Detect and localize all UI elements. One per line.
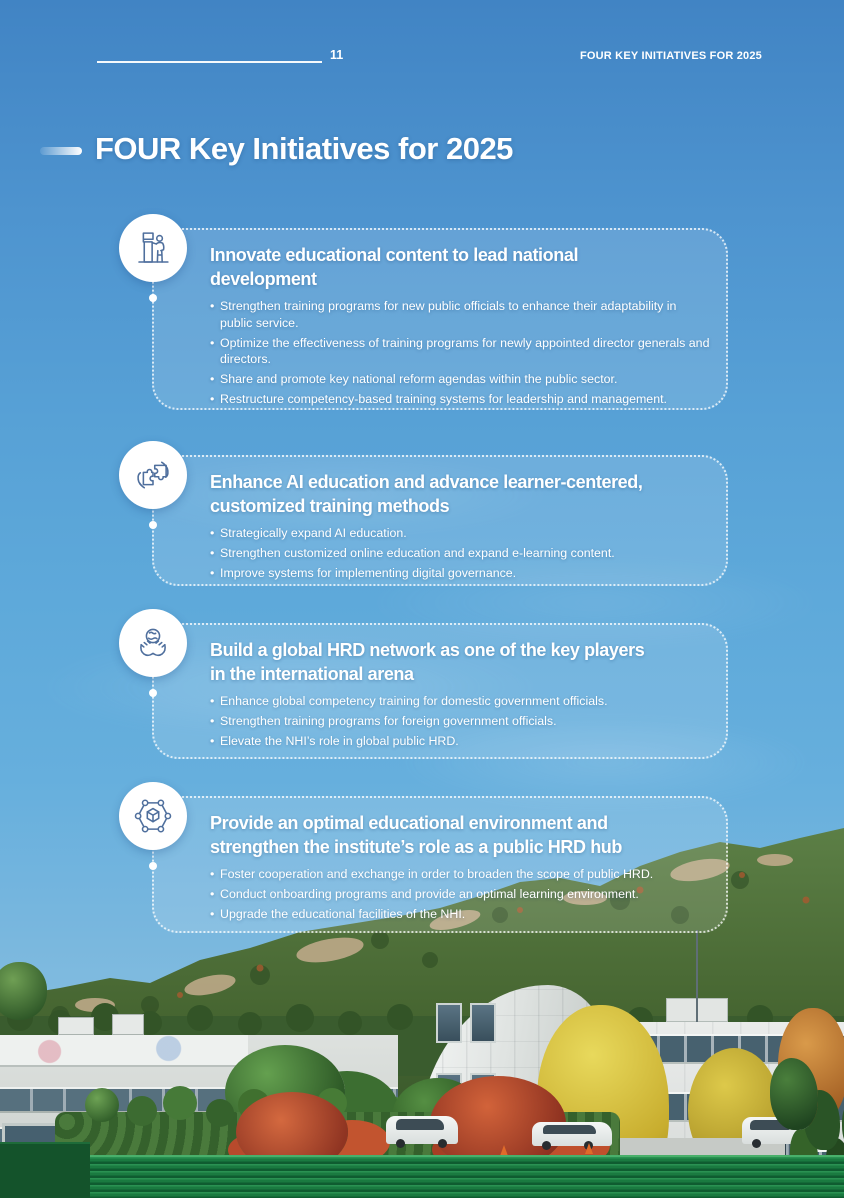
hands-puzzle-icon: [119, 441, 187, 509]
bullet-item: • Enhance global competency training for domestic government officials.: [210, 693, 710, 710]
heading-line: Innovate educational content to lead national: [210, 245, 579, 265]
initiative-heading: [210, 243, 710, 291]
network-cube-icon: [119, 782, 187, 850]
tower-window: [436, 1003, 462, 1043]
hands-puzzle-glyph: [132, 454, 174, 496]
bullet-item: • Strengthen training programs for foreign government officials.: [210, 713, 710, 730]
parked-car: [532, 1122, 612, 1146]
rooftop-vent: [112, 1014, 144, 1035]
page-title: FOUR Key Initiatives for 2025: [95, 131, 513, 166]
rooftop-vent: [58, 1017, 94, 1035]
initiative-card-2: [152, 455, 728, 586]
bullet-item: • Conduct onboarding programs and provide an optimal learning environment.: [210, 886, 710, 903]
initiative-heading: [210, 470, 710, 518]
parked-car: [386, 1116, 458, 1144]
bullet-item: • Share and promote key national reform agendas within the public sector.: [210, 371, 710, 388]
bullet-item: • Strengthen training programs for new public officials to enhance their adaptability in public service.: [210, 298, 710, 331]
heading-line: in the international arena: [210, 664, 414, 684]
green-terrace-steps: [0, 1155, 844, 1198]
initiative-card-1: [152, 228, 728, 410]
bullet-item: • Strengthen customized online education and expand e-learning content.: [210, 545, 710, 562]
network-cube-glyph: [132, 795, 174, 837]
bullet-item: • Strategically expand AI education.: [210, 525, 710, 542]
heading-line: Provide an optimal educational environment and: [210, 813, 608, 833]
tower-window: [470, 1003, 496, 1043]
initiative-bullets: [210, 866, 710, 923]
initiative-bullets: [210, 693, 710, 750]
bullet-item: • Elevate the NHI’s role in global public HRD.: [210, 733, 710, 750]
heading-line: customized training methods: [210, 496, 450, 516]
header-rule: [97, 61, 322, 63]
initiative-bullets: [210, 525, 710, 582]
bullet-item: • Upgrade the educational facilities of the NHI.: [210, 906, 710, 923]
title-dash: [40, 147, 82, 155]
header-section-title: FOUR KEY INITIATIVES FOR 2025: [579, 50, 762, 62]
topiary-bushes: [85, 1088, 119, 1122]
bullet-item: • Foster cooperation and exchange in order to broaden the scope of public HRD.: [210, 866, 710, 883]
green-shed: [0, 1142, 90, 1198]
page-number: 11: [330, 48, 344, 62]
bullet-item: • Restructure competency-based training systems for leadership and management.: [210, 391, 710, 408]
podium-flag-icon: [119, 214, 187, 282]
initiative-card-4: [152, 796, 728, 933]
heading-line: strengthen the institute’s role as a public HRD hub: [210, 837, 622, 857]
initiative-heading: [210, 811, 710, 859]
heading-line: Build a global HRD network as one of the key players: [210, 640, 645, 660]
rooftop-antenna: [696, 930, 698, 1022]
hands-globe-glyph: [132, 622, 174, 664]
heading-line: Enhance AI education and advance learner-centered,: [210, 472, 643, 492]
initiative-heading: [210, 638, 710, 686]
initiative-card-3: [152, 623, 728, 759]
building-banner: [0, 1035, 248, 1067]
traffic-cone: [585, 1143, 593, 1154]
initiative-bullets: [210, 298, 710, 408]
bullet-item: • Optimize the effectiveness of training programs for newly appointed director generals and directors.: [210, 335, 710, 368]
bullet-item: • Improve systems for implementing digital governance.: [210, 565, 710, 582]
heading-line: development: [210, 269, 317, 289]
hands-globe-icon: [119, 609, 187, 677]
podium-flag-glyph: [132, 227, 174, 269]
